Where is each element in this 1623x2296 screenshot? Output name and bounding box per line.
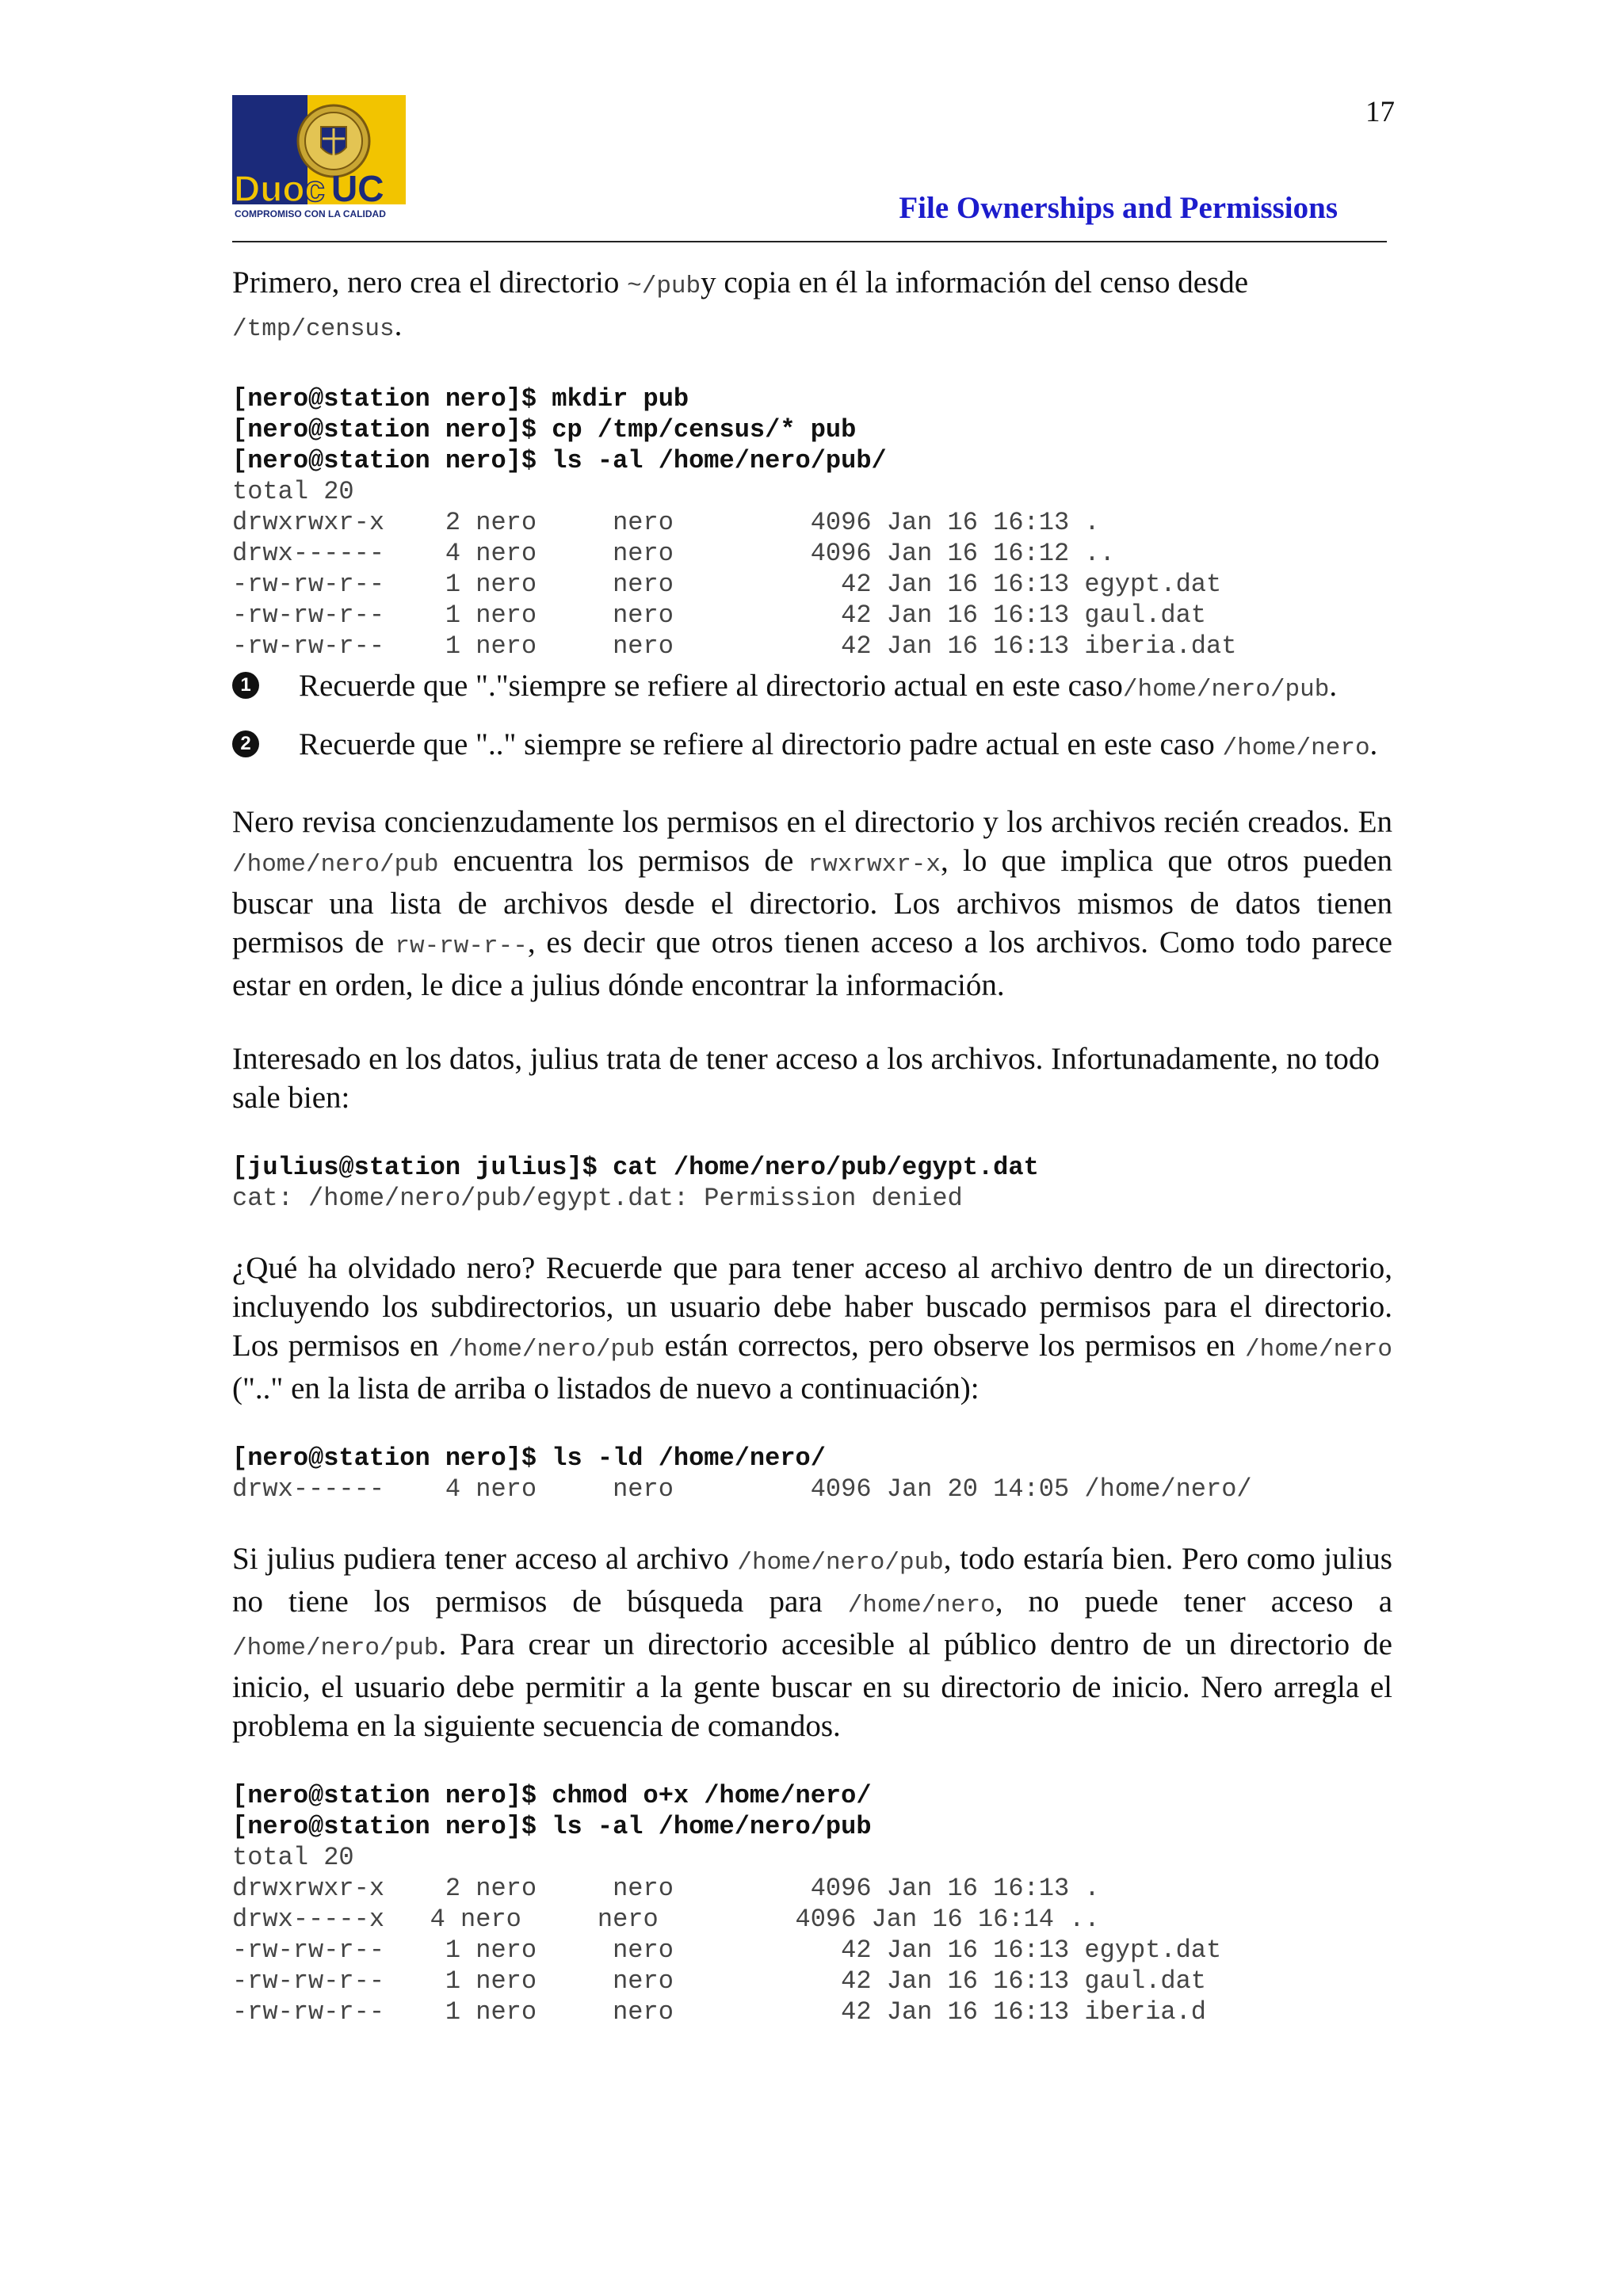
section-title: File Ownerships and Permissions — [899, 191, 1338, 225]
inline-code: /home/nero/pub — [737, 1549, 944, 1577]
inline-code: /home/nero/pub — [1122, 676, 1330, 704]
intro-paragraph — [232, 263, 1392, 349]
output-line: -rw-rw-r-- 1 nero nero 42 Jan 16 16:13 iberia.dat — [232, 631, 1237, 661]
command-line: [nero@station nero]$ ls -ld /home/nero/ — [232, 1444, 826, 1473]
output-line: drwx-----x 4 nero nero 4096 Jan 16 16:14 .. — [232, 1905, 1100, 1934]
output-line: drwxrwxr-x 2 nero nero 4096 Jan 16 16:13 . — [232, 508, 1100, 537]
output-line: drwxrwxr-x 2 nero nero 4096 Jan 16 16:13 . — [232, 1874, 1100, 1903]
output-line: -rw-rw-r-- 1 nero nero 42 Jan 16 16:13 egypt.dat — [232, 570, 1222, 599]
text-run: ¿Qué ha olvidado nero? Recuerde que para tener acceso al archivo dentro de un directorio, incluyendo los subdirectorios, un usuario debe haber buscado permisos para el directorio. Los permisos en — [232, 1251, 1392, 1363]
command-line: [nero@station nero]$ cp /tmp/census/* pub — [232, 415, 857, 444]
text-run: . — [1329, 669, 1338, 703]
text-run: (".." en la lista de arriba o listados de nuevo a continuación): — [232, 1371, 980, 1405]
command-line: [nero@station nero]$ ls -al /home/nero/pub/ — [232, 446, 887, 475]
output-line: total 20 — [232, 477, 354, 506]
text-run: , lo que implica que otros pueden buscar una lista de archivos desde el directorio. Los archivos mismos de datos tienen permisos de — [232, 844, 1392, 959]
output-line: drwx------ 4 nero nero 4096 Jan 20 14:05 /home/nero/ — [232, 1474, 1252, 1504]
terminal-listing-1 — [232, 383, 1392, 662]
text-run: Recuerde que ".." siempre se refiere al directorio padre actual en este caso — [299, 727, 1223, 761]
callout-number-icon: 2 — [232, 730, 259, 757]
text-run: . — [1369, 727, 1378, 761]
page-number: 17 — [1365, 96, 1395, 128]
callout-text — [299, 725, 1392, 768]
header-rule — [232, 241, 1387, 242]
inline-code: rw-rw-r-- — [395, 933, 528, 960]
terminal-listing-4 — [232, 1780, 1392, 2027]
output-line: -rw-rw-r-- 1 nero nero 42 Jan 16 16:13 egypt.dat — [232, 1936, 1222, 1965]
svg-text:UC: UC — [331, 168, 384, 209]
output-line: -rw-rw-r-- 1 nero nero 42 Jan 16 16:13 gaul.dat — [232, 601, 1206, 630]
text-run: , no puede tener acceso a — [995, 1585, 1393, 1619]
callout-text — [299, 666, 1392, 709]
text-run: . Para crear un directorio accesible al público dentro de un directorio de inicio, el usuario debe permitir a la gente buscar en su directorio de inicio. Nero arregla el problema en la siguiente secuencia de comandos. — [232, 1627, 1392, 1743]
callout-note-2 — [232, 725, 1392, 768]
paragraph-julius-access: Interesado en los datos, julius trata de tener acceso a los archivos. Infortunadamente, no todo sale bien: — [232, 1042, 1380, 1115]
inline-code: /home/nero/pub — [448, 1336, 655, 1363]
page-content — [232, 263, 1392, 2027]
command-line: [nero@station nero]$ ls -al /home/nero/pub — [232, 1812, 872, 1841]
callout-note-1 — [232, 666, 1392, 709]
svg-text:COMPROMISO CON LA CALIDAD: COMPROMISO CON LA CALIDAD — [235, 208, 386, 219]
text-run: . — [394, 308, 403, 342]
text-run: , todo estaría bien. Pero como julius no tiene los permisos de búsqueda para — [232, 1542, 1392, 1619]
text-run: Recuerde que "."siempre se refiere al directorio actual en este caso — [299, 669, 1123, 703]
command-line: [nero@station nero]$ chmod o+x /home/nero/ — [232, 1781, 872, 1810]
paragraph-fix-explanation — [232, 1539, 1392, 1745]
paragraph-permissions-review — [232, 803, 1392, 1005]
text-run: están correctos, pero observe los permisos en — [655, 1329, 1245, 1363]
terminal-listing-3 — [232, 1443, 1392, 1505]
output-line: total 20 — [232, 1843, 354, 1872]
inline-code: /home/nero — [1222, 734, 1370, 762]
inline-code: rwxrwxr-x — [808, 851, 941, 879]
output-line: cat: /home/nero/pub/egypt.dat: Permission denied — [232, 1184, 963, 1213]
output-line: -rw-rw-r-- 1 nero nero 42 Jan 16 16:13 gaul.dat — [232, 1966, 1206, 1996]
output-line: drwx------ 4 nero nero 4096 Jan 16 16:12 .. — [232, 539, 1115, 568]
text-run: encuentra los permisos de — [438, 844, 808, 878]
inline-code: /home/nero/pub — [232, 1634, 439, 1662]
output-line: -rw-rw-r-- 1 nero nero 42 Jan 16 16:13 iberia.d — [232, 1997, 1206, 2027]
text-run: Primero, nero crea el directorio — [232, 265, 628, 299]
inline-code: ~/pub — [627, 273, 701, 300]
paragraph-forgotten-permission — [232, 1249, 1392, 1408]
command-line: [julius@station julius]$ cat /home/nero/pub/egypt.dat — [232, 1153, 1039, 1182]
command-line: [nero@station nero]$ mkdir pub — [232, 384, 689, 414]
inline-code: /home/nero — [847, 1592, 995, 1619]
logo-graphic — [232, 95, 406, 221]
inline-code: /home/nero/pub — [232, 851, 439, 879]
inline-code: /tmp/census — [232, 315, 395, 343]
callout-number-icon: 1 — [232, 672, 259, 699]
text-run: y copia en él la información del censo desde — [701, 265, 1249, 299]
inline-code: /home/nero — [1244, 1336, 1393, 1363]
duocuc-logo — [232, 95, 406, 221]
svg-text:Duoc: Duoc — [234, 168, 325, 209]
text-run: , es decir que otros tienen acceso a los archivos. Como todo parece estar en orden, le dice a julius dónde encontrar la información. — [232, 925, 1392, 1002]
text-run: Si julius pudiera tener acceso al archivo — [232, 1542, 738, 1576]
terminal-listing-2 — [232, 1152, 1392, 1214]
text-run: Nero revisa concienzudamente los permisos en el directorio y los archivos recién creados. En — [232, 805, 1392, 839]
